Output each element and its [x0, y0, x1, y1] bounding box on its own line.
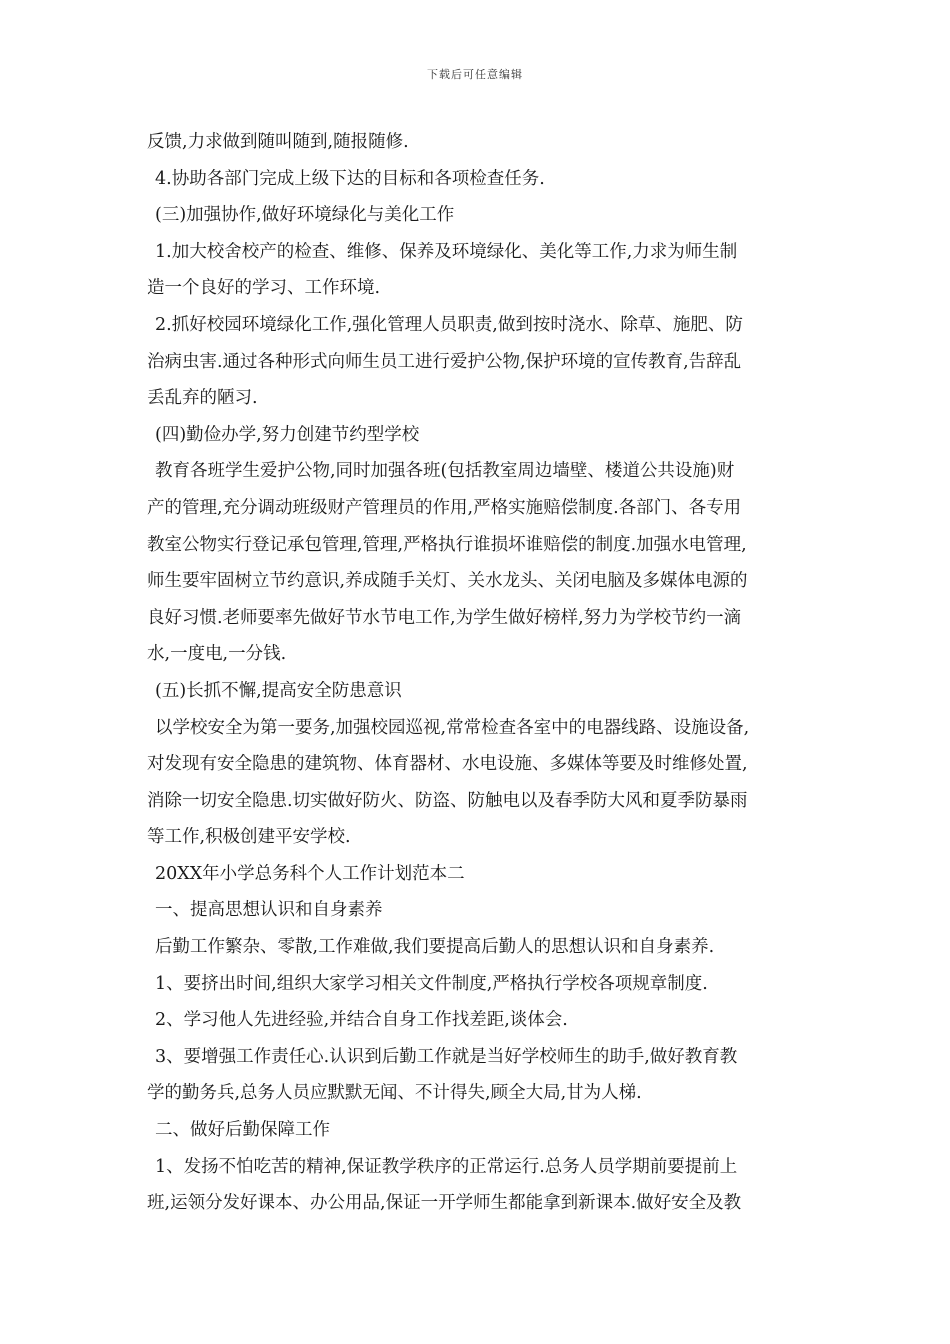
text-line: 师生要牢固树立节约意识,养成随手关灯、关水龙头、关闭电脑及多媒体电源的 [147, 571, 748, 592]
text-line: (三)加强协作,做好环境绿化与美化工作 [155, 205, 455, 226]
text-line: 1、要挤出时间,组织大家学习相关文件制度,严格执行学校各项规章制度. [155, 973, 708, 994]
text-line: 等工作,积极创建平安学校. [147, 827, 351, 848]
text-line: 1.加大校舍校产的检查、维修、保养及环境绿化、美化等工作,力求为师生制 [155, 241, 738, 262]
text-line: 一、提高思想认识和自身素养 [155, 900, 383, 921]
text-line: 水,一度电,一分钱. [147, 644, 287, 665]
text-line: 1、发扬不怕吃苦的精神,保证教学秩序的正常运行.总务人员学期前要提前上 [155, 1156, 738, 1177]
text-line: 对发现有安全隐患的建筑物、体育器材、水电设施、多媒体等要及时维修处置, [147, 754, 748, 775]
text-line: (四)勤俭办学,努力创建节约型学校 [155, 424, 420, 445]
document-body [147, 124, 813, 1222]
text-line: 教育各班学生爱护公物,同时加强各班(包括教室周边墙壁、楼道公共设施)财 [155, 461, 735, 482]
page-header: 下载后可任意编辑 [427, 68, 523, 81]
text-line: 班,运领分发好课本、办公用品,保证一开学师生都能拿到新课本.做好安全及教 [147, 1193, 742, 1214]
text-line: 产的管理,充分调动班级财产管理员的作用,严格实施赔偿制度.各部门、各专用 [147, 497, 742, 518]
text-line: 3、要增强工作责任心.认识到后勤工作就是当好学校师生的助手,做好教育教 [155, 1046, 738, 1067]
text-line: 20XX年小学总务科个人工作计划范本二 [155, 863, 465, 884]
text-line: 以学校安全为第一要务,加强校园巡视,常常检查各室中的电器线路、设施设备, [155, 717, 750, 738]
text-line: 治病虫害.通过各种形式向师生员工进行爱护公物,保护环境的宣传教育,告辞乱 [147, 351, 742, 372]
text-line: (五)长抓不懈,提高安全防患意识 [155, 680, 402, 701]
text-line: 二、做好后勤保障工作 [155, 1120, 330, 1141]
text-line: 学的勤务兵,总务人员应默默无闻、不计得失,顾全大局,甘为人梯. [147, 1083, 642, 1104]
text-line: 丢乱弃的陋习. [147, 388, 258, 409]
text-line: 造一个良好的学习、工作环境. [147, 278, 381, 299]
text-line: 反馈,力求做到随叫随到,随报随修. [147, 132, 409, 152]
text-line: 后勤工作繁杂、零散,工作难做,我们要提高后勤人的思想认识和自身素养. [155, 937, 715, 958]
text-line: 2、学习他人先进经验,并结合自身工作找差距,谈体会. [155, 1010, 568, 1031]
text-line: 教室公物实行登记承包管理,管理,严格执行谁损坏谁赔偿的制度.加强水电管理, [147, 534, 747, 555]
text-line: 消除一切安全隐患.切实做好防火、防盗、防触电以及春季防大风和夏季防暴雨 [147, 790, 748, 811]
text-line: 良好习惯.老师要率先做好节水节电工作,为学生做好榜样,努力为学校节约一滴 [147, 607, 742, 628]
text-line: 2.抓好校园环境绿化工作,强化管理人员职责,做到按时浇水、除草、施肥、防 [155, 314, 743, 335]
text-line: 4.协助各部门完成上级下达的目标和各项检查任务. [155, 168, 545, 189]
